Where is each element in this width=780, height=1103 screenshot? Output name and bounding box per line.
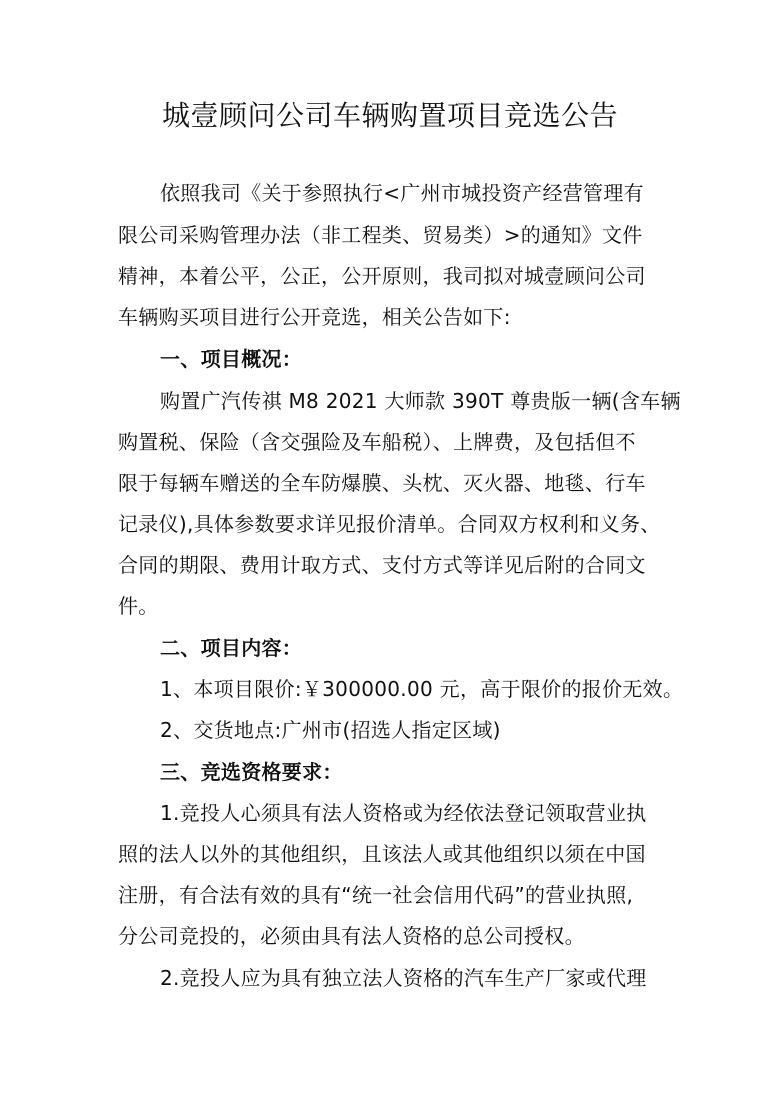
section-heading: 三、竞选资格要求：	[160, 760, 343, 784]
intro-line: 车辆购买项目进行公开竞选，相关公告如下:	[118, 305, 511, 329]
list-item: 1、本项目限价:￥300000.00 元，高于限价的报价无效。	[160, 677, 684, 701]
paragraph-line: 件。	[118, 594, 159, 618]
paragraph-line: 1.竞投人心须具有法人资格或为经依法登记领取营业执	[160, 801, 647, 825]
list-item: 2、交货地点:广州市(招选人指定区域)	[160, 718, 501, 742]
paragraph-line: 记录仪),具体参数要求详见报价清单。合同双方权利和义务、	[118, 512, 661, 536]
section-heading: 一、项目概况：	[160, 347, 303, 371]
paragraph-line: 注册，有合法有效的具有“统一社会信用代码”的营业执照,	[118, 883, 634, 907]
intro-line: 依照我司《关于参照执行<广州市城投资产经营管理有	[160, 181, 644, 205]
paragraph-line: 限于每辆车赠送的全车防爆膜、头枕、灭火器、地毯、行车	[118, 471, 646, 495]
paragraph-line: 照的法人以外的其他组织，且该法人或其他组织以须在中国	[118, 842, 646, 866]
section-heading: 二、项目内容：	[160, 636, 303, 660]
paragraph-line: 购置广汽传祺 M8 2021 大师款 390T 尊贵版一辆(含车辆	[160, 389, 681, 413]
paragraph-line: 分公司竞投的，必须由具有法人资格的总公司授权。	[118, 924, 585, 948]
intro-line: 精神，本着公平，公正，公开原则，我司拟对城壹顾问公司	[118, 264, 646, 288]
paragraph-line: 合同的期限、费用计取方式、支付方式等详见后附的合同文	[118, 553, 646, 577]
paragraph-line: 购置税、保险（含交强险及车船税）、上牌费，及包括但不	[118, 430, 636, 454]
intro-line: 限公司采购管理办法（非工程类、贸易类）>的通知》文件	[118, 223, 643, 247]
paragraph-line: 2.竞投人应为具有独立法人资格的汽车生产厂家或代理	[160, 966, 647, 990]
document-title: 城壹顾问公司车辆购置项目竞选公告	[161, 99, 618, 132]
